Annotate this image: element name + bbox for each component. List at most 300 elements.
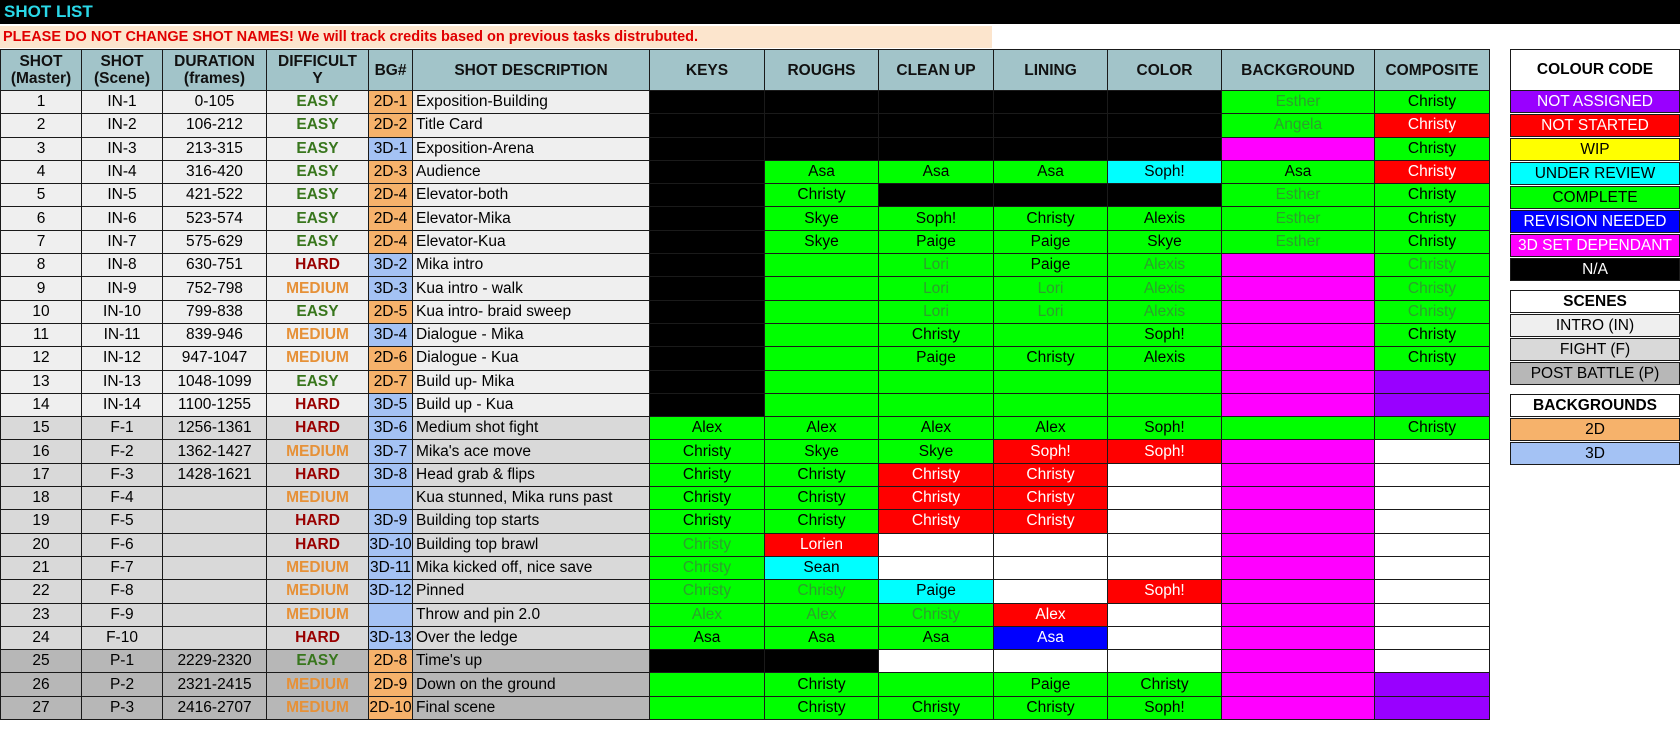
cell-keys[interactable]: Alex — [650, 417, 765, 440]
cell-lining[interactable] — [994, 91, 1108, 114]
cell-shot-description[interactable]: Mika's ace move — [413, 440, 650, 463]
cell-color[interactable]: Soph! — [1108, 417, 1222, 440]
cell-bg-number[interactable]: 3D-2 — [369, 254, 413, 277]
cell-keys[interactable] — [650, 184, 765, 207]
legend-scene-item[interactable]: INTRO (IN) — [1510, 314, 1680, 337]
cell-keys[interactable] — [650, 160, 765, 183]
header-shot-scene[interactable]: SHOT (Scene) — [82, 50, 163, 91]
cell-bg-number[interactable]: 2D-10 — [369, 696, 413, 719]
cell-color[interactable] — [1108, 626, 1222, 649]
cell-shot-scene[interactable]: P-1 — [82, 650, 163, 673]
cell-roughs[interactable] — [765, 254, 879, 277]
cell-lining[interactable]: Christy — [994, 510, 1108, 533]
cell-color[interactable] — [1108, 533, 1222, 556]
cell-shot-scene[interactable]: F-7 — [82, 556, 163, 579]
cell-lining[interactable]: Lori — [994, 277, 1108, 300]
cell-shot-description[interactable]: Exposition-Arena — [413, 137, 650, 160]
cell-clean-up[interactable] — [879, 370, 994, 393]
cell-color[interactable]: Christy — [1108, 673, 1222, 696]
cell-duration[interactable]: 213-315 — [163, 137, 267, 160]
cell-duration[interactable]: 1100-1255 — [163, 393, 267, 416]
cell-bg-number[interactable]: 3D-7 — [369, 440, 413, 463]
cell-background[interactable]: Esther — [1222, 207, 1375, 230]
cell-lining[interactable] — [994, 370, 1108, 393]
header-duration[interactable]: DURATION (frames) — [163, 50, 267, 91]
cell-clean-up[interactable]: Paige — [879, 347, 994, 370]
cell-shot-scene[interactable]: IN-1 — [82, 91, 163, 114]
cell-color[interactable] — [1108, 91, 1222, 114]
cell-shot-master[interactable]: 18 — [1, 487, 82, 510]
cell-keys[interactable]: Christy — [650, 556, 765, 579]
cell-bg-number[interactable]: 3D-1 — [369, 137, 413, 160]
cell-lining[interactable]: Christy — [994, 487, 1108, 510]
cell-bg-number[interactable]: 3D-9 — [369, 510, 413, 533]
legend-scenes-title[interactable]: SCENES — [1510, 290, 1680, 313]
cell-shot-master[interactable]: 26 — [1, 673, 82, 696]
cell-shot-master[interactable]: 12 — [1, 347, 82, 370]
cell-shot-master[interactable]: 24 — [1, 626, 82, 649]
cell-shot-description[interactable]: Build up- Mika — [413, 370, 650, 393]
cell-duration[interactable]: 2321-2415 — [163, 673, 267, 696]
cell-difficulty[interactable]: MEDIUM — [267, 277, 369, 300]
cell-duration[interactable]: 839-946 — [163, 323, 267, 346]
cell-difficulty[interactable]: EASY — [267, 207, 369, 230]
cell-bg-number[interactable]: 2D-7 — [369, 370, 413, 393]
cell-shot-description[interactable]: Down on the ground — [413, 673, 650, 696]
cell-shot-scene[interactable]: IN-11 — [82, 323, 163, 346]
cell-duration[interactable] — [163, 603, 267, 626]
cell-shot-scene[interactable]: F-6 — [82, 533, 163, 556]
cell-clean-up[interactable]: Lori — [879, 254, 994, 277]
legend-scene-item[interactable]: POST BATTLE (P) — [1510, 362, 1680, 385]
cell-shot-description[interactable]: Over the ledge — [413, 626, 650, 649]
cell-roughs[interactable]: Skye — [765, 230, 879, 253]
cell-shot-description[interactable]: Building top brawl — [413, 533, 650, 556]
header-shot-description[interactable]: SHOT DESCRIPTION — [413, 50, 650, 91]
cell-lining[interactable] — [994, 323, 1108, 346]
cell-color[interactable]: Soph! — [1108, 323, 1222, 346]
cell-roughs[interactable] — [765, 650, 879, 673]
cell-duration[interactable] — [163, 533, 267, 556]
cell-keys[interactable] — [650, 230, 765, 253]
cell-roughs[interactable]: Skye — [765, 207, 879, 230]
cell-shot-master[interactable]: 10 — [1, 300, 82, 323]
cell-composite[interactable]: Christy — [1375, 347, 1490, 370]
cell-lining[interactable]: Paige — [994, 230, 1108, 253]
cell-color[interactable]: Alexis — [1108, 254, 1222, 277]
cell-background[interactable] — [1222, 603, 1375, 626]
cell-keys[interactable]: Christy — [650, 533, 765, 556]
cell-duration[interactable]: 1428-1621 — [163, 463, 267, 486]
cell-lining[interactable]: Asa — [994, 160, 1108, 183]
cell-composite[interactable]: Christy — [1375, 184, 1490, 207]
cell-composite[interactable] — [1375, 556, 1490, 579]
cell-roughs[interactable] — [765, 137, 879, 160]
cell-background[interactable]: Esther — [1222, 230, 1375, 253]
cell-keys[interactable] — [650, 370, 765, 393]
cell-shot-master[interactable]: 16 — [1, 440, 82, 463]
cell-bg-number[interactable]: 3D-11 — [369, 556, 413, 579]
cell-bg-number[interactable]: 3D-10 — [369, 533, 413, 556]
cell-duration[interactable] — [163, 487, 267, 510]
cell-roughs[interactable]: Christy — [765, 580, 879, 603]
cell-clean-up[interactable] — [879, 556, 994, 579]
cell-background[interactable]: Asa — [1222, 160, 1375, 183]
cell-keys[interactable] — [650, 673, 765, 696]
cell-duration[interactable]: 947-1047 — [163, 347, 267, 370]
header-difficulty[interactable]: DIFFICULT Y — [267, 50, 369, 91]
cell-color[interactable] — [1108, 603, 1222, 626]
cell-clean-up[interactable]: Lori — [879, 277, 994, 300]
cell-duration[interactable]: 630-751 — [163, 254, 267, 277]
cell-composite[interactable]: Christy — [1375, 137, 1490, 160]
cell-shot-description[interactable]: Pinned — [413, 580, 650, 603]
cell-shot-master[interactable]: 19 — [1, 510, 82, 533]
cell-color[interactable] — [1108, 650, 1222, 673]
cell-shot-scene[interactable]: IN-13 — [82, 370, 163, 393]
cell-shot-scene[interactable]: IN-10 — [82, 300, 163, 323]
cell-composite[interactable]: Christy — [1375, 254, 1490, 277]
cell-clean-up[interactable]: Christy — [879, 603, 994, 626]
cell-background[interactable] — [1222, 417, 1375, 440]
cell-keys[interactable] — [650, 696, 765, 719]
cell-roughs[interactable]: Sean — [765, 556, 879, 579]
cell-shot-master[interactable]: 6 — [1, 207, 82, 230]
cell-keys[interactable] — [650, 254, 765, 277]
header-shot-master[interactable]: SHOT (Master) — [1, 50, 82, 91]
cell-shot-description[interactable]: Final scene — [413, 696, 650, 719]
cell-roughs[interactable]: Christy — [765, 463, 879, 486]
cell-bg-number[interactable]: 3D-12 — [369, 580, 413, 603]
cell-difficulty[interactable]: EASY — [267, 160, 369, 183]
cell-keys[interactable] — [650, 207, 765, 230]
cell-background[interactable] — [1222, 626, 1375, 649]
legend-status-item[interactable]: WIP — [1510, 138, 1680, 161]
cell-shot-scene[interactable]: F-2 — [82, 440, 163, 463]
cell-clean-up[interactable] — [879, 184, 994, 207]
cell-difficulty[interactable]: HARD — [267, 626, 369, 649]
cell-lining[interactable] — [994, 580, 1108, 603]
cell-composite[interactable] — [1375, 696, 1490, 719]
cell-background[interactable] — [1222, 440, 1375, 463]
cell-difficulty[interactable]: MEDIUM — [267, 440, 369, 463]
cell-difficulty[interactable]: EASY — [267, 91, 369, 114]
cell-bg-number[interactable]: 2D-4 — [369, 207, 413, 230]
cell-composite[interactable] — [1375, 603, 1490, 626]
cell-clean-up[interactable] — [879, 114, 994, 137]
cell-shot-description[interactable]: Time's up — [413, 650, 650, 673]
cell-shot-description[interactable]: Elevator-Mika — [413, 207, 650, 230]
cell-composite[interactable]: Christy — [1375, 230, 1490, 253]
cell-roughs[interactable]: Christy — [765, 673, 879, 696]
cell-composite[interactable] — [1375, 393, 1490, 416]
cell-color[interactable] — [1108, 487, 1222, 510]
warning-banner-fill[interactable] — [762, 26, 992, 48]
cell-roughs[interactable]: Alex — [765, 417, 879, 440]
cell-keys[interactable] — [650, 393, 765, 416]
cell-keys[interactable]: Alex — [650, 603, 765, 626]
cell-shot-master[interactable]: 23 — [1, 603, 82, 626]
cell-shot-description[interactable]: Elevator-Kua — [413, 230, 650, 253]
cell-lining[interactable]: Christy — [994, 696, 1108, 719]
cell-shot-master[interactable]: 14 — [1, 393, 82, 416]
cell-bg-number[interactable]: 3D-6 — [369, 417, 413, 440]
cell-clean-up[interactable]: Christy — [879, 696, 994, 719]
header-composite[interactable]: COMPOSITE — [1375, 50, 1490, 91]
cell-difficulty[interactable]: EASY — [267, 650, 369, 673]
cell-shot-master[interactable]: 20 — [1, 533, 82, 556]
cell-shot-scene[interactable]: IN-4 — [82, 160, 163, 183]
cell-shot-scene[interactable]: IN-3 — [82, 137, 163, 160]
legend-status-item[interactable]: REVISION NEEDED — [1510, 210, 1680, 233]
cell-shot-scene[interactable]: IN-9 — [82, 277, 163, 300]
cell-roughs[interactable]: Christy — [765, 184, 879, 207]
cell-background[interactable] — [1222, 300, 1375, 323]
cell-lining[interactable]: Alex — [994, 603, 1108, 626]
cell-color[interactable]: Alexis — [1108, 300, 1222, 323]
cell-lining[interactable]: Alex — [994, 417, 1108, 440]
cell-composite[interactable]: Christy — [1375, 207, 1490, 230]
legend-status-item[interactable]: COMPLETE — [1510, 186, 1680, 209]
cell-clean-up[interactable] — [879, 650, 994, 673]
cell-difficulty[interactable]: HARD — [267, 417, 369, 440]
cell-color[interactable]: Soph! — [1108, 696, 1222, 719]
cell-difficulty[interactable]: MEDIUM — [267, 323, 369, 346]
cell-shot-description[interactable]: Dialogue - Kua — [413, 347, 650, 370]
cell-background[interactable] — [1222, 254, 1375, 277]
cell-shot-master[interactable]: 4 — [1, 160, 82, 183]
cell-duration[interactable]: 799-838 — [163, 300, 267, 323]
cell-difficulty[interactable]: EASY — [267, 114, 369, 137]
cell-bg-number[interactable]: 2D-8 — [369, 650, 413, 673]
cell-lining[interactable] — [994, 393, 1108, 416]
cell-bg-number[interactable]: 2D-5 — [369, 300, 413, 323]
cell-roughs[interactable] — [765, 91, 879, 114]
cell-difficulty[interactable]: MEDIUM — [267, 603, 369, 626]
legend-status-item[interactable]: NOT ASSIGNED — [1510, 90, 1680, 113]
cell-bg-number[interactable]: 3D-3 — [369, 277, 413, 300]
cell-shot-scene[interactable]: P-3 — [82, 696, 163, 719]
cell-lining[interactable] — [994, 184, 1108, 207]
cell-background[interactable] — [1222, 393, 1375, 416]
cell-shot-scene[interactable]: IN-14 — [82, 393, 163, 416]
cell-lining[interactable] — [994, 137, 1108, 160]
cell-difficulty[interactable]: EASY — [267, 300, 369, 323]
legend-status-item[interactable]: 3D SET DEPENDANT — [1510, 234, 1680, 257]
cell-shot-description[interactable]: Build up - Kua — [413, 393, 650, 416]
legend-colour-code-title[interactable]: COLOUR CODE — [1510, 49, 1680, 91]
cell-shot-master[interactable]: 3 — [1, 137, 82, 160]
cell-shot-master[interactable]: 17 — [1, 463, 82, 486]
cell-clean-up[interactable]: Lori — [879, 300, 994, 323]
cell-background[interactable] — [1222, 323, 1375, 346]
cell-shot-master[interactable]: 21 — [1, 556, 82, 579]
cell-clean-up[interactable]: Asa — [879, 626, 994, 649]
cell-clean-up[interactable] — [879, 673, 994, 696]
cell-roughs[interactable] — [765, 114, 879, 137]
cell-color[interactable]: Skye — [1108, 230, 1222, 253]
cell-shot-master[interactable]: 2 — [1, 114, 82, 137]
cell-keys[interactable]: Christy — [650, 510, 765, 533]
cell-lining[interactable] — [994, 114, 1108, 137]
cell-keys[interactable] — [650, 114, 765, 137]
cell-shot-description[interactable]: Mika kicked off, nice save — [413, 556, 650, 579]
legend-background-item[interactable]: 2D — [1510, 418, 1680, 441]
cell-shot-master[interactable]: 5 — [1, 184, 82, 207]
cell-difficulty[interactable]: HARD — [267, 254, 369, 277]
cell-duration[interactable]: 316-420 — [163, 160, 267, 183]
cell-lining[interactable]: Soph! — [994, 440, 1108, 463]
warning-banner[interactable]: PLEASE DO NOT CHANGE SHOT NAMES! We will track credits based on previous tasks distrubuted. — [0, 26, 762, 48]
cell-keys[interactable]: Christy — [650, 463, 765, 486]
cell-keys[interactable] — [650, 277, 765, 300]
cell-shot-scene[interactable]: F-1 — [82, 417, 163, 440]
cell-bg-number[interactable]: 3D-4 — [369, 323, 413, 346]
cell-composite[interactable] — [1375, 463, 1490, 486]
cell-shot-scene[interactable]: IN-7 — [82, 230, 163, 253]
cell-color[interactable] — [1108, 393, 1222, 416]
cell-composite[interactable]: Christy — [1375, 323, 1490, 346]
cell-shot-description[interactable]: Elevator-both — [413, 184, 650, 207]
cell-shot-scene[interactable]: P-2 — [82, 673, 163, 696]
cell-color[interactable] — [1108, 137, 1222, 160]
cell-background[interactable]: Esther — [1222, 91, 1375, 114]
cell-background[interactable] — [1222, 533, 1375, 556]
legend-background-item[interactable]: 3D — [1510, 442, 1680, 465]
cell-shot-scene[interactable]: F-9 — [82, 603, 163, 626]
legend-status-item[interactable]: NOT STARTED — [1510, 114, 1680, 137]
cell-color[interactable] — [1108, 114, 1222, 137]
cell-clean-up[interactable]: Paige — [879, 580, 994, 603]
cell-background[interactable] — [1222, 673, 1375, 696]
cell-roughs[interactable] — [765, 300, 879, 323]
cell-background[interactable] — [1222, 463, 1375, 486]
header-keys[interactable]: KEYS — [650, 50, 765, 91]
cell-bg-number[interactable] — [369, 603, 413, 626]
cell-duration[interactable] — [163, 580, 267, 603]
cell-difficulty[interactable]: MEDIUM — [267, 580, 369, 603]
cell-clean-up[interactable]: Christy — [879, 510, 994, 533]
cell-shot-master[interactable]: 15 — [1, 417, 82, 440]
cell-color[interactable] — [1108, 463, 1222, 486]
cell-clean-up[interactable] — [879, 137, 994, 160]
cell-composite[interactable] — [1375, 487, 1490, 510]
cell-lining[interactable]: Paige — [994, 673, 1108, 696]
cell-bg-number[interactable]: 2D-3 — [369, 160, 413, 183]
header-lining[interactable]: LINING — [994, 50, 1108, 91]
cell-keys[interactable]: Christy — [650, 580, 765, 603]
cell-composite[interactable] — [1375, 510, 1490, 533]
cell-duration[interactable] — [163, 626, 267, 649]
cell-shot-scene[interactable]: IN-12 — [82, 347, 163, 370]
cell-duration[interactable]: 752-798 — [163, 277, 267, 300]
cell-background[interactable] — [1222, 696, 1375, 719]
cell-shot-scene[interactable]: IN-2 — [82, 114, 163, 137]
cell-composite[interactable]: Christy — [1375, 300, 1490, 323]
cell-lining[interactable]: Paige — [994, 254, 1108, 277]
cell-shot-description[interactable]: Kua intro- braid sweep — [413, 300, 650, 323]
cell-color[interactable] — [1108, 510, 1222, 533]
legend-status-item[interactable]: N/A — [1510, 258, 1680, 281]
cell-roughs[interactable]: Lorien — [765, 533, 879, 556]
cell-keys[interactable] — [650, 347, 765, 370]
cell-duration[interactable]: 421-522 — [163, 184, 267, 207]
cell-background[interactable] — [1222, 650, 1375, 673]
cell-bg-number[interactable]: 2D-2 — [369, 114, 413, 137]
cell-background[interactable] — [1222, 487, 1375, 510]
cell-bg-number[interactable]: 2D-9 — [369, 673, 413, 696]
cell-shot-scene[interactable]: F-4 — [82, 487, 163, 510]
cell-clean-up[interactable]: Asa — [879, 160, 994, 183]
cell-shot-master[interactable]: 11 — [1, 323, 82, 346]
cell-bg-number[interactable]: 3D-13 — [369, 626, 413, 649]
cell-shot-scene[interactable]: IN-8 — [82, 254, 163, 277]
cell-shot-description[interactable]: Audience — [413, 160, 650, 183]
cell-difficulty[interactable]: MEDIUM — [267, 347, 369, 370]
cell-roughs[interactable]: Skye — [765, 440, 879, 463]
cell-lining[interactable] — [994, 556, 1108, 579]
cell-duration[interactable]: 1362-1427 — [163, 440, 267, 463]
header-background[interactable]: BACKGROUND — [1222, 50, 1375, 91]
header-roughs[interactable]: ROUGHS — [765, 50, 879, 91]
cell-bg-number[interactable]: 2D-4 — [369, 230, 413, 253]
cell-shot-description[interactable]: Title Card — [413, 114, 650, 137]
cell-roughs[interactable]: Christy — [765, 510, 879, 533]
cell-duration[interactable]: 523-574 — [163, 207, 267, 230]
cell-keys[interactable]: Asa — [650, 626, 765, 649]
cell-bg-number[interactable] — [369, 487, 413, 510]
cell-lining[interactable] — [994, 533, 1108, 556]
cell-duration[interactable] — [163, 556, 267, 579]
cell-keys[interactable]: Christy — [650, 487, 765, 510]
cell-difficulty[interactable]: EASY — [267, 184, 369, 207]
cell-shot-description[interactable]: Building top starts — [413, 510, 650, 533]
cell-composite[interactable] — [1375, 580, 1490, 603]
cell-shot-master[interactable]: 13 — [1, 370, 82, 393]
cell-duration[interactable] — [163, 510, 267, 533]
header-bg-number[interactable]: BG# — [369, 50, 413, 91]
legend-scene-item[interactable]: FIGHT (F) — [1510, 338, 1680, 361]
cell-shot-scene[interactable]: F-8 — [82, 580, 163, 603]
cell-duration[interactable]: 2416-2707 — [163, 696, 267, 719]
cell-composite[interactable]: Christy — [1375, 91, 1490, 114]
cell-shot-scene[interactable]: IN-6 — [82, 207, 163, 230]
cell-shot-scene[interactable]: F-10 — [82, 626, 163, 649]
cell-keys[interactable] — [650, 300, 765, 323]
cell-difficulty[interactable]: MEDIUM — [267, 696, 369, 719]
cell-difficulty[interactable]: MEDIUM — [267, 673, 369, 696]
cell-shot-description[interactable]: Medium shot fight — [413, 417, 650, 440]
cell-difficulty[interactable]: EASY — [267, 370, 369, 393]
cell-roughs[interactable] — [765, 277, 879, 300]
cell-difficulty[interactable]: MEDIUM — [267, 487, 369, 510]
cell-keys[interactable] — [650, 137, 765, 160]
cell-background[interactable] — [1222, 137, 1375, 160]
cell-bg-number[interactable]: 2D-1 — [369, 91, 413, 114]
cell-duration[interactable]: 106-212 — [163, 114, 267, 137]
cell-background[interactable] — [1222, 347, 1375, 370]
cell-background[interactable]: Esther — [1222, 184, 1375, 207]
cell-roughs[interactable] — [765, 323, 879, 346]
cell-duration[interactable]: 1256-1361 — [163, 417, 267, 440]
cell-color[interactable]: Soph! — [1108, 160, 1222, 183]
cell-shot-description[interactable]: Throw and pin 2.0 — [413, 603, 650, 626]
cell-composite[interactable] — [1375, 626, 1490, 649]
cell-composite[interactable] — [1375, 370, 1490, 393]
cell-shot-scene[interactable]: F-5 — [82, 510, 163, 533]
cell-difficulty[interactable]: HARD — [267, 510, 369, 533]
cell-composite[interactable]: Christy — [1375, 160, 1490, 183]
